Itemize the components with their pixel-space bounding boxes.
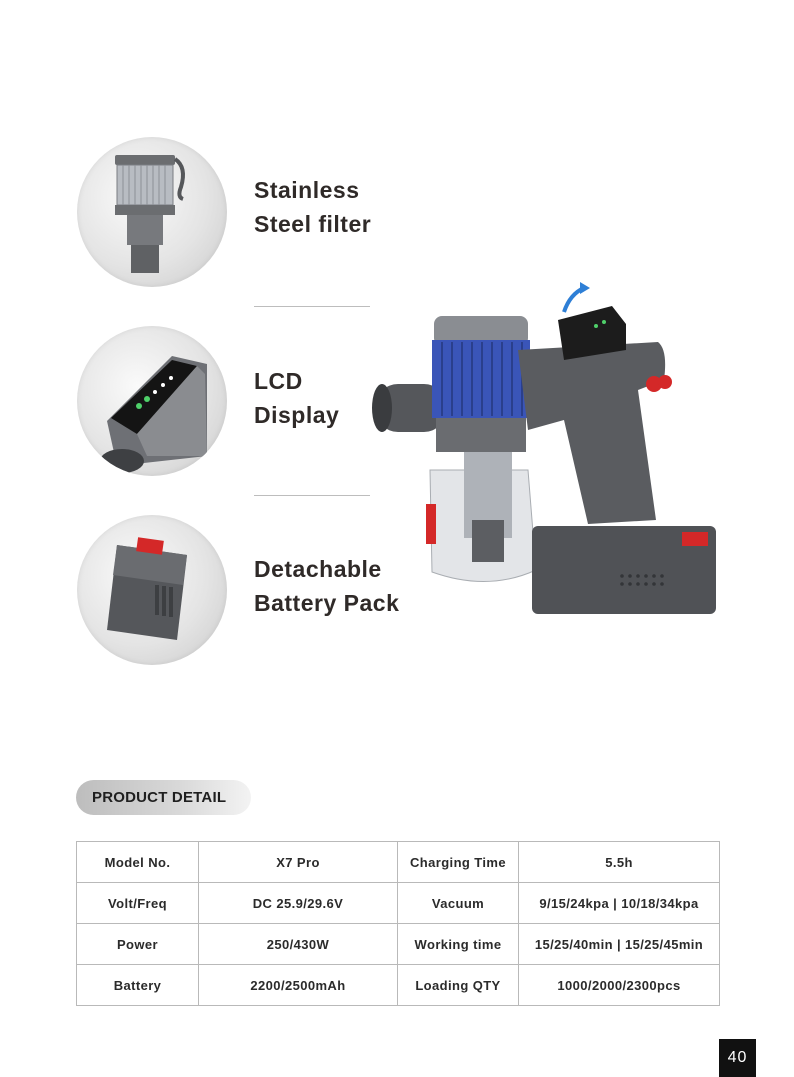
steel-filter-icon	[77, 137, 227, 287]
section-header	[76, 780, 251, 815]
spec-label: Power	[77, 924, 199, 965]
lcd-display-icon	[77, 326, 227, 476]
spec-value: X7 Pro	[199, 842, 398, 883]
spec-value: 5.5h	[519, 842, 720, 883]
spec-table	[76, 841, 720, 1006]
spec-value: 15/25/40min | 15/25/45min	[519, 924, 720, 965]
feature-line: Display	[254, 402, 340, 428]
feature-line: Battery Pack	[254, 590, 400, 616]
spec-label: Working time	[398, 924, 519, 965]
steel-filter-image	[77, 137, 227, 287]
feature-line: LCD	[254, 368, 303, 394]
table-row	[77, 924, 720, 965]
spec-label: Model No.	[77, 842, 199, 883]
spec-value: DC 25.9/29.6V	[199, 883, 398, 924]
page-number: 40	[719, 1039, 756, 1077]
spec-label: Loading QTY	[398, 965, 519, 1006]
table-row	[77, 965, 720, 1006]
spec-label: Volt/Freq	[77, 883, 199, 924]
spec-label: Battery	[77, 965, 199, 1006]
vacuum-product-image	[368, 280, 728, 620]
section-title: PRODUCT DETAIL	[92, 789, 227, 806]
battery-pack-image	[77, 515, 227, 665]
lcd-display-image	[77, 326, 227, 476]
feature-line: Steel filter	[254, 211, 372, 237]
feature-title-lcd	[254, 364, 339, 432]
feature-line: Detachable	[254, 556, 382, 582]
spec-label: Vacuum	[398, 883, 519, 924]
table-row	[77, 842, 720, 883]
spec-value: 2200/2500mAh	[199, 965, 398, 1006]
table-row	[77, 883, 720, 924]
spec-value: 250/430W	[199, 924, 398, 965]
divider	[254, 495, 370, 496]
feature-title-steel-filter	[254, 173, 371, 241]
battery-pack-icon	[77, 515, 227, 665]
spec-value: 9/15/24kpa | 10/18/34kpa	[519, 883, 720, 924]
spec-label: Charging Time	[398, 842, 519, 883]
spec-value: 1000/2000/2300pcs	[519, 965, 720, 1006]
feature-line: Stainless	[254, 177, 360, 203]
divider	[254, 306, 370, 307]
